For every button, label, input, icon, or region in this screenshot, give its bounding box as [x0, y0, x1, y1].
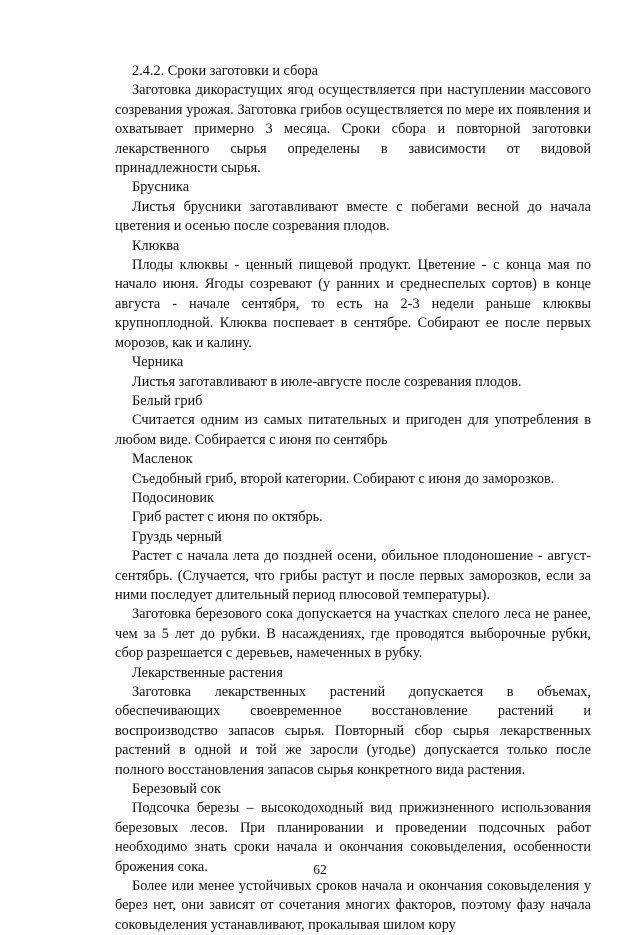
paragraph-sokovydelenie: Более или менее устойчивых сроков начала и окончания соковыделения у берез нет, они зависят от сочетания многих факторов, поэтому фазу начала соковыделения устанавливают, прокалывая шилом кору [115, 878, 591, 933]
heading-brusnika: Брусника [132, 179, 190, 196]
heading-berezovyi-sok: Березовый сок [132, 781, 221, 798]
heading-lekarstvennye: Лекарственные растения [132, 664, 283, 681]
paragraph-chernika: Листья заготавливают в июле-августе после созревания плодов. [132, 373, 522, 390]
paragraph-podosinovik: Гриб растет с июня по октябрь. [132, 509, 323, 526]
paragraph-klyukva: Плоды клюквы - ценный пищевой продукт. Цветение - с конца мая по начало июня. Ягоды созревают (у ранних и среднеспелых сортов) в конце августа - начале сентября, то есть на 2-3 недели раньше клюквы крупноплодной. Клюква поспевает в сентябре. Собирают ее после первых морозов, как и калину. [115, 257, 591, 351]
section-title: 2.4.2. Сроки заготовки и сбора [132, 63, 318, 79]
heading-chernika: Черника [132, 354, 184, 371]
paragraph-podsochka: Подсочка березы – высокодоходный вид прижизненного использования березовых лесов. При планировании и проведении подсочных работ необходимо знать сроки начала и окончания соковыделения, особенности брожения сока. [115, 800, 591, 875]
paragraph-gruzd: Растет с начала лета до поздней осени, обильное плодоношение - август-сентябрь. (Случается, что грибы растут и после первых заморозков, если за ними последует длительный период плюсовой температуры). [115, 548, 591, 603]
text-body [115, 62, 591, 935]
paragraph-intro: Заготовка дикорастущих ягод осуществляется при наступлении массового созревания урожая. Заготовка грибов осуществляется по мере их появления и охватывает примерно 3 месяца. Сроки сбора и повторной заготовки лекарственного сырья определены в зависимости от видовой принадлежности сырья. [115, 82, 591, 177]
heading-belyi-grib: Белый гриб [132, 392, 203, 409]
paragraph-brusnika: Листья брусники заготавливают вместе с побегами весной до начала цветения и осенью после созревания плодов. [115, 198, 591, 235]
heading-gruzd: Груздь черный [132, 528, 222, 545]
heading-klyukva: Клюква [132, 237, 180, 254]
paragraph-lekarstvennye: Заготовка лекарственных растений допускается в объемах, обеспечивающих своевременное восстановление растений и воспроизводство запасов сырья. Повторный сбор сырья лекарственных растений в одной и той же заросли (угодье) допускается только после полного восстановления запасов сырья конкретного вида растения. [115, 684, 591, 778]
paragraph-belyi-grib: Считается одним из самых питательных и пригоден для употребления в любом виде. Собирается с июня по сентябрь [115, 412, 591, 448]
paragraph-berezovyi-sok-zagotovka: Заготовка березового сока допускается на участках спелого леса не ранее, чем за 5 лет до рубки. В насаждениях, где проводятся выборочные рубки, сбор разрешается с деревьев, намеченных в рубку. [115, 606, 591, 662]
page-number: 62 [313, 862, 327, 877]
paragraph-maslenok: Съедобный гриб, второй категории. Собирают с июня до заморозков. [132, 470, 555, 487]
heading-maslenok: Масленок [132, 451, 193, 468]
heading-podosinovik: Подосиновик [132, 489, 214, 506]
